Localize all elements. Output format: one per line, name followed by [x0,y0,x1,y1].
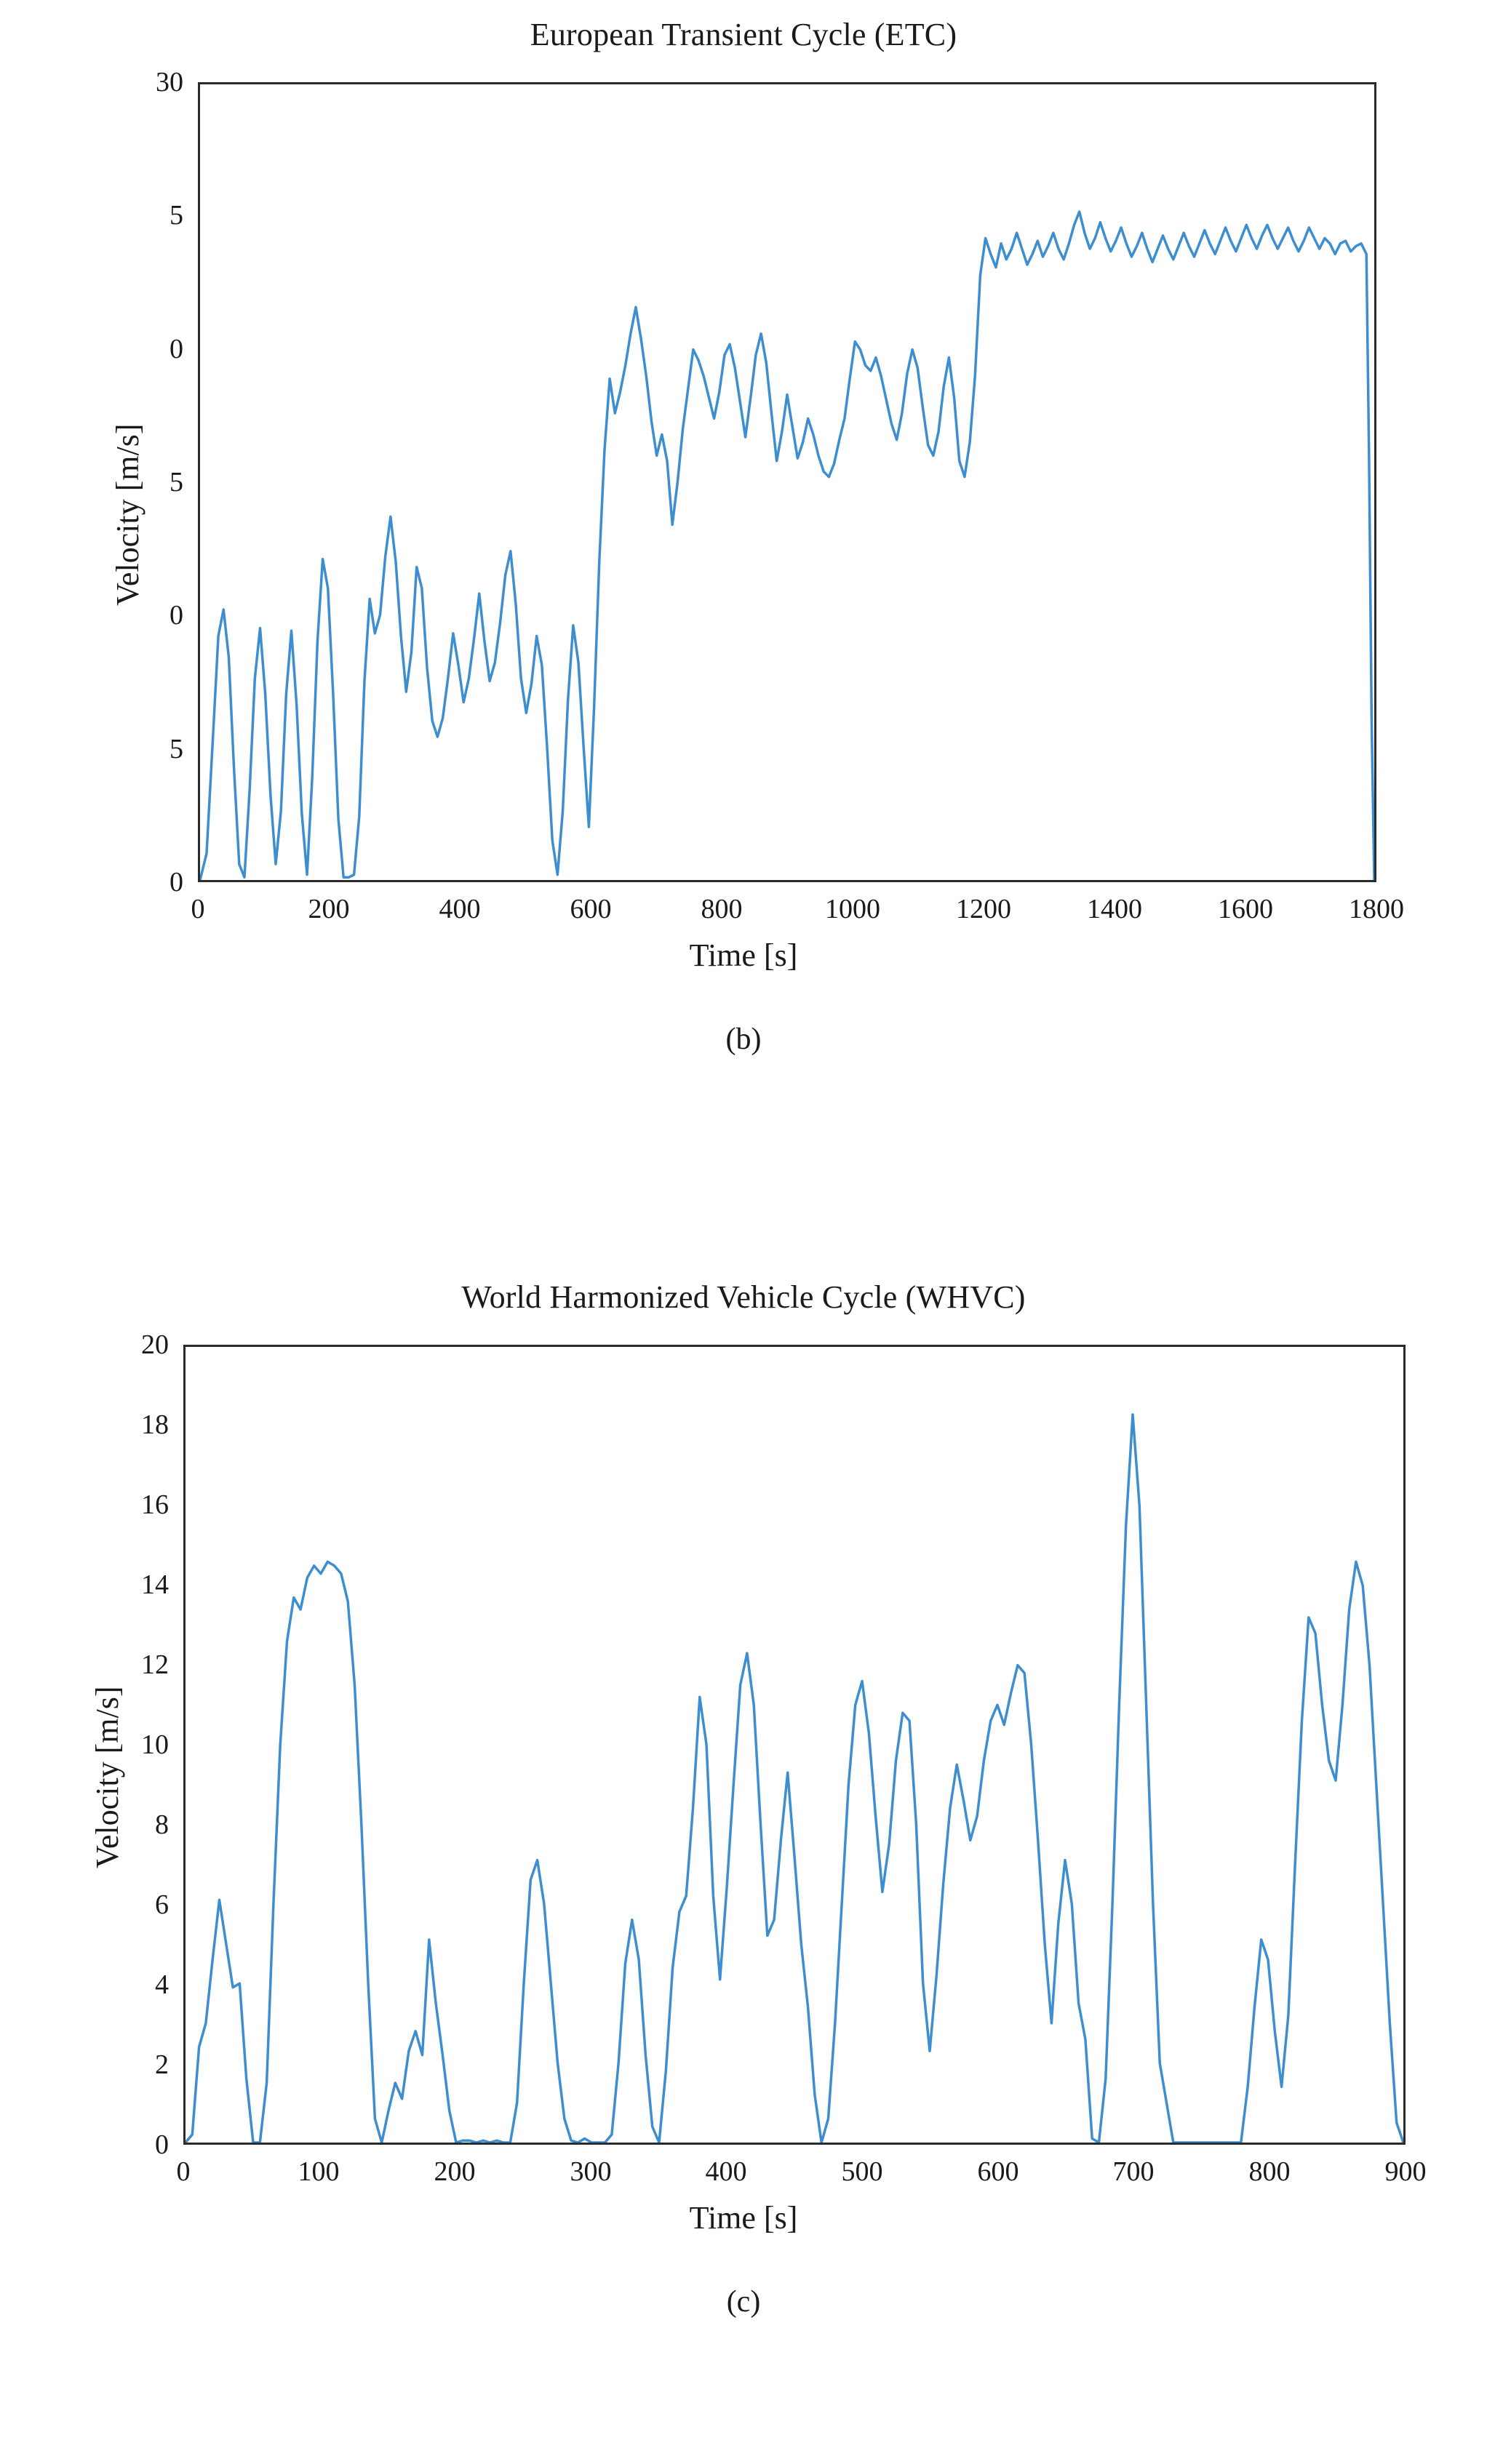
x-tick-label: 1800 [1349,894,1404,924]
x-tick-label: 1000 [825,894,880,924]
y-tick-label: 10 [141,1729,169,1760]
y-tick-label: 5 [170,734,183,764]
x-tick-label: 200 [308,894,350,924]
x-tick-label: 0 [191,894,205,924]
y-tick-label: 2 [155,2049,169,2080]
y-tick-label: 8 [155,1809,169,1840]
y-tick-label: 5 [170,200,183,231]
y-axis-label-whvc: Velocity [m/s] [89,1686,125,1868]
plot-area-etc [67,53,1420,991]
chart-title-whvc: World Harmonized Vehicle Cycle (WHVC) [461,1279,1026,1315]
x-tick-label: 400 [439,894,481,924]
y-tick-label: 4 [155,1969,169,2000]
x-axis-label-etc: Time [s] [689,937,798,973]
x-tick-label: 700 [1112,2156,1155,2187]
y-tick-label: 18 [141,1409,169,1440]
y-tick-label: 0 [170,334,183,364]
y-tick-label: 0 [155,2129,169,2160]
x-tick-label: 1600 [1218,894,1273,924]
chart-title-etc: European Transient Cycle (ETC) [530,17,957,52]
panel-label-b: (b) [725,1023,762,1056]
y-tick-label: 5 [170,467,183,497]
y-tick-label: 0 [170,867,183,897]
line-chart-etc [200,84,1374,880]
x-tick-label: 800 [701,894,743,924]
y-tick-label: 14 [141,1569,169,1600]
panel-label-c: (c) [726,2285,761,2319]
x-tick-label: 300 [570,2156,612,2187]
y-axis-label-etc: Velocity [m/s] [110,423,145,606]
plot-area-whvc [38,1316,1449,2254]
x-tick-label: 200 [434,2156,476,2187]
x-tick-label: 1400 [1087,894,1142,924]
axes-box-etc [198,82,1376,882]
x-tick-label: 1200 [956,894,1011,924]
y-tick-label: 0 [170,600,183,631]
y-tick-label: 20 [141,1329,169,1360]
x-tick-label: 0 [176,2156,191,2187]
x-axis-label-whvc: Time [s] [689,2200,798,2236]
y-tick-label: 30 [156,67,183,97]
y-tick-label: 12 [141,1649,169,1680]
x-tick-label: 800 [1248,2156,1291,2187]
x-tick-label: 600 [977,2156,1019,2187]
y-tick-label: 16 [141,1489,169,1520]
axes-box-whvc [183,1345,1406,2145]
line-chart-whvc [186,1347,1403,2143]
x-tick-label: 500 [841,2156,883,2187]
y-tick-label: 6 [155,1889,169,1920]
x-tick-label: 900 [1384,2156,1427,2187]
figure-whvc [0,1265,1487,2464]
x-tick-label: 400 [705,2156,747,2187]
x-tick-label: 600 [570,894,612,924]
x-tick-label: 100 [298,2156,340,2187]
